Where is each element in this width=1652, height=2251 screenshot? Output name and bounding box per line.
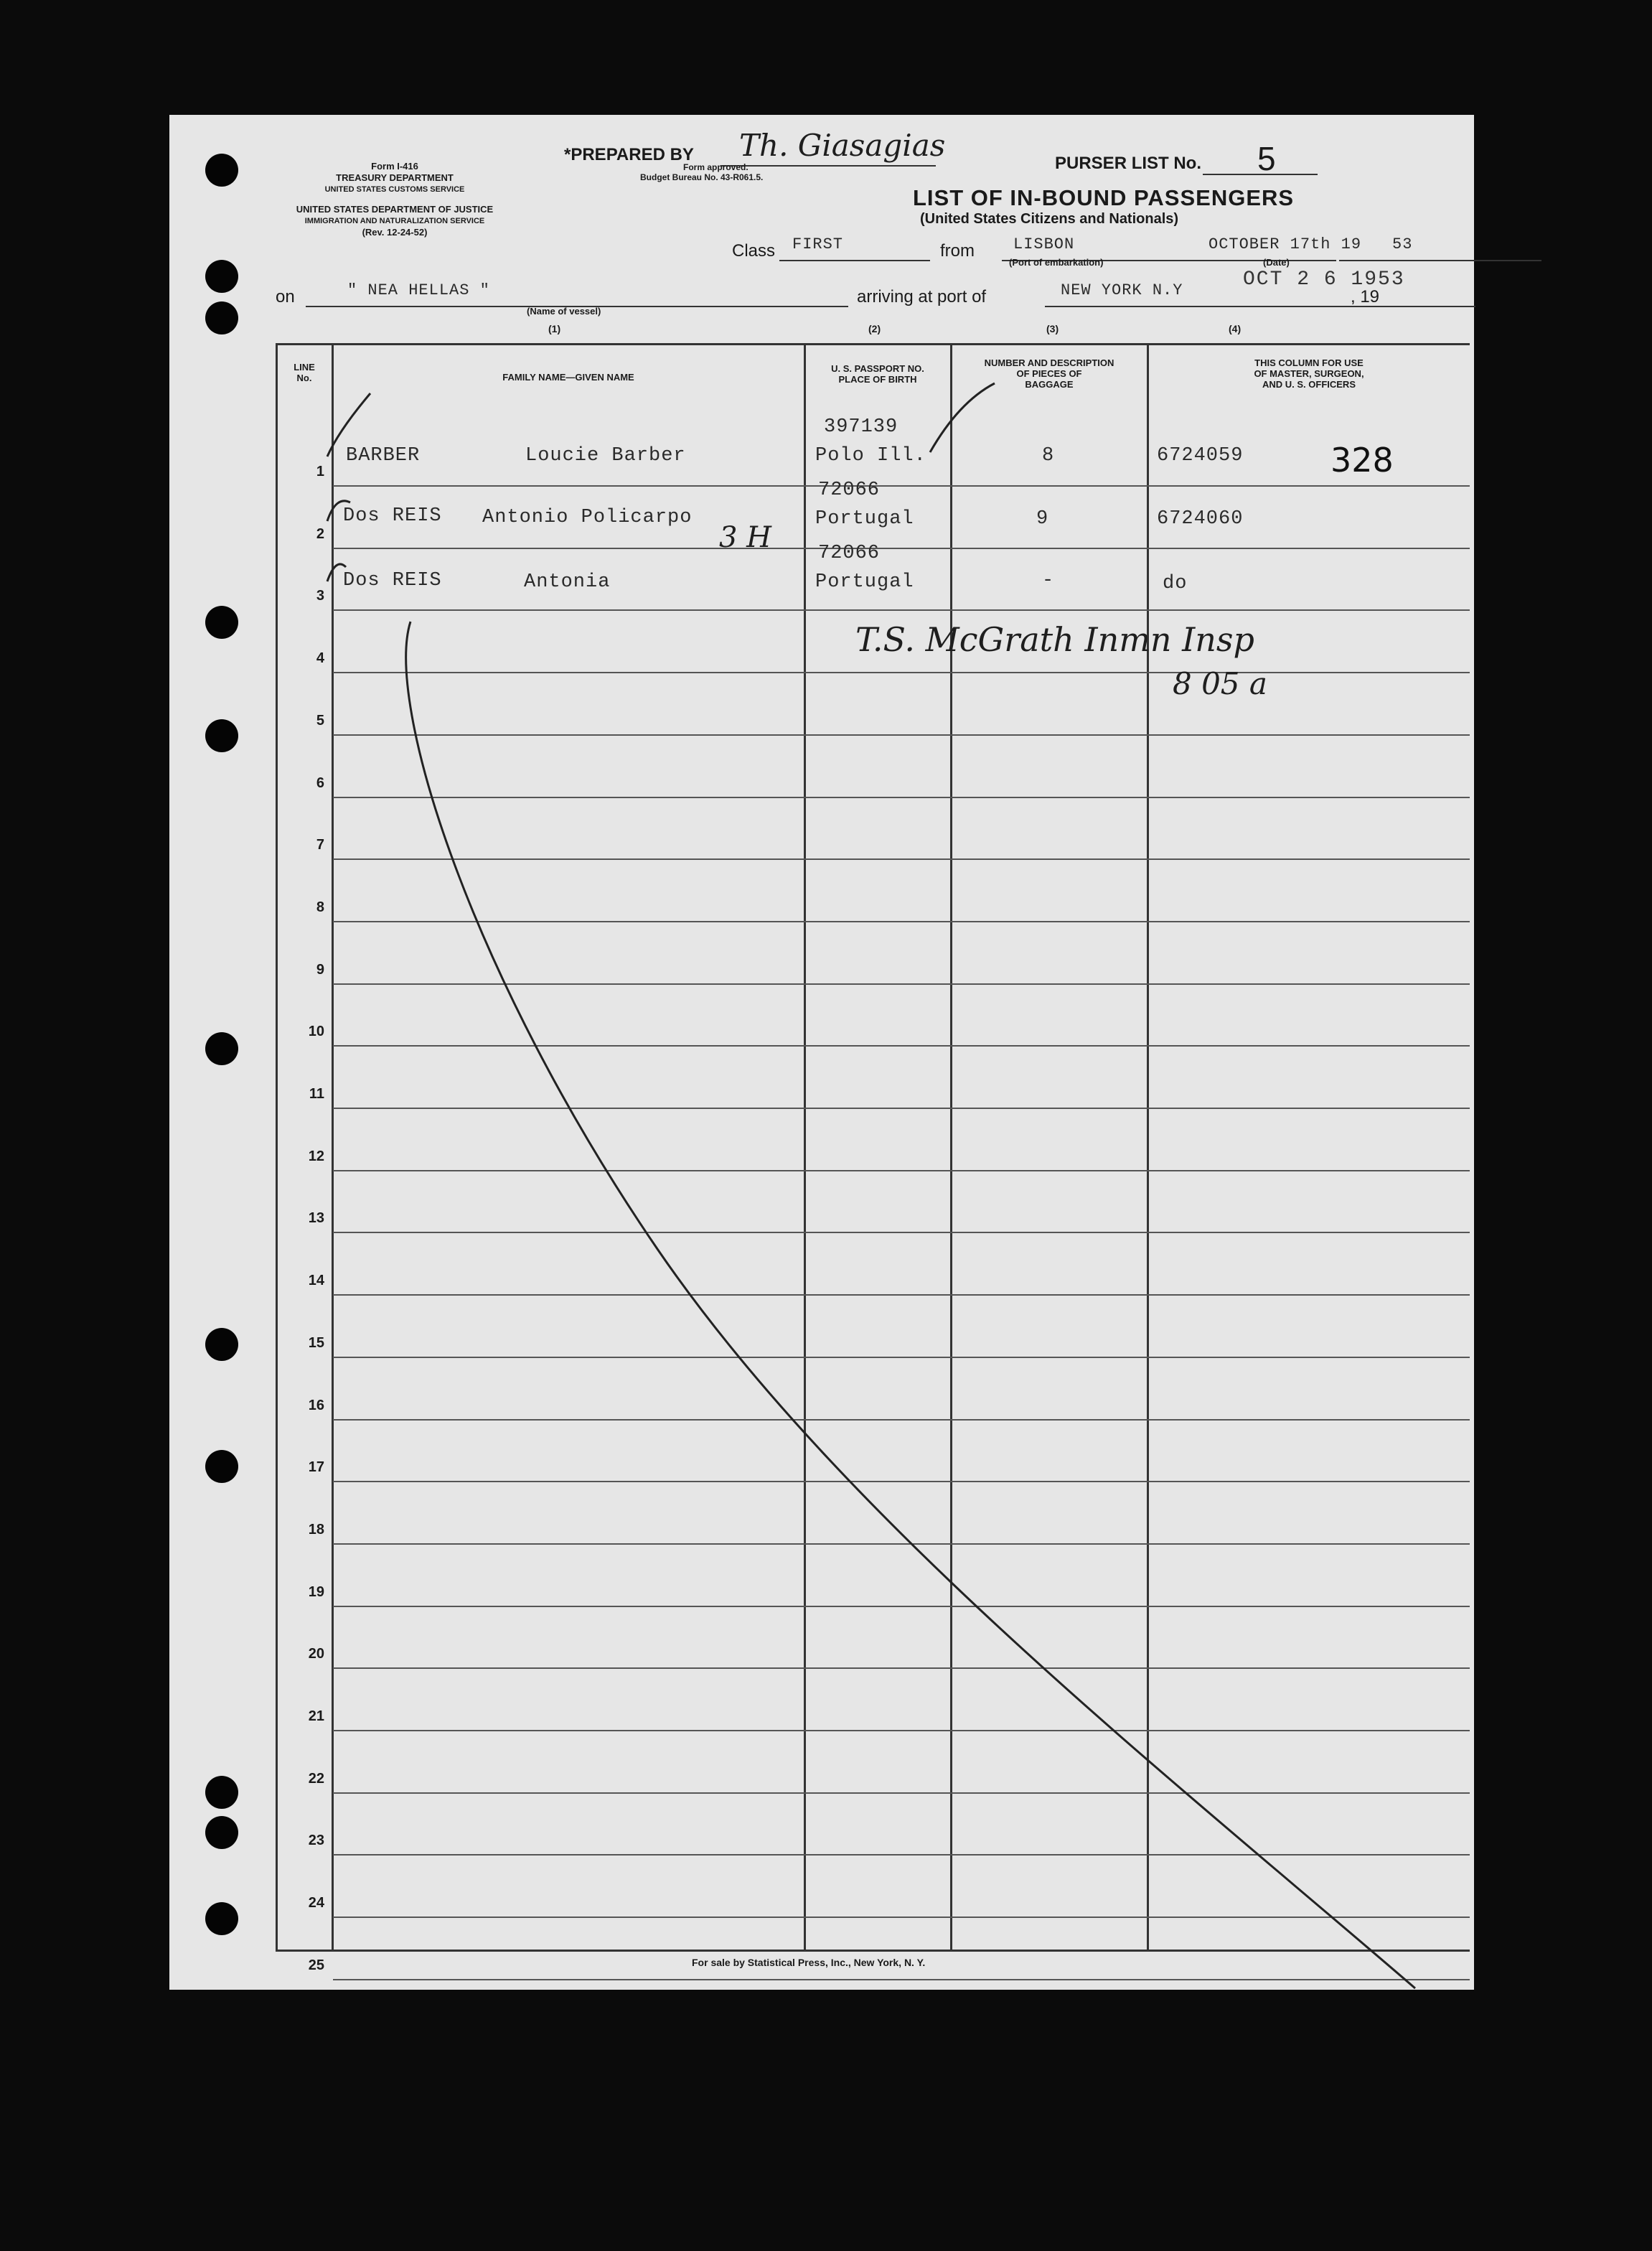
line-number: 7	[316, 837, 324, 853]
line-number: 1	[316, 464, 324, 479]
check-mark-2	[327, 501, 350, 521]
header-line-1: LINE	[294, 362, 315, 373]
caption-col-1: (1)	[548, 323, 561, 334]
row-2-passport: 72066	[818, 479, 881, 501]
header-officers-3: AND U. S. OFFICERS	[1262, 379, 1356, 390]
line-number: 14	[308, 1273, 324, 1288]
approval-line-1: Form approved.	[683, 162, 748, 172]
line-number: 5	[316, 713, 324, 729]
arrival-date-stamp: OCT 2 6 1953	[1243, 268, 1405, 291]
row-1-given: Loucie Barber	[525, 445, 686, 467]
check-mark-passport	[930, 383, 995, 452]
row-2-baggage: 9	[1036, 508, 1049, 530]
preparer-signature: Th. Giasagias	[739, 128, 946, 163]
header-passport-1: U. S. PASSPORT NO.	[831, 363, 924, 374]
row-2-family: Dos REIS	[343, 505, 442, 527]
header-line-2: No.	[296, 373, 312, 383]
header-baggage-1: NUMBER AND DESCRIPTION	[984, 357, 1114, 368]
binder-hole	[205, 1816, 238, 1849]
caption-col-4: (4)	[1229, 323, 1242, 334]
cancel-line	[406, 622, 1415, 1988]
date-value: OCTOBER 17th 19	[1209, 235, 1362, 253]
line-number: 9	[316, 962, 324, 978]
row-1-officer-use: 6724059	[1157, 445, 1244, 467]
header-passport-2: PLACE OF BIRTH	[838, 374, 917, 385]
vessel-caption: (Name of vessel)	[527, 306, 601, 317]
line-number: 8	[316, 899, 324, 915]
passenger-count: 328	[1330, 441, 1394, 479]
header-officers-2: OF MASTER, SURGEON,	[1254, 368, 1364, 379]
row-3-baggage: -	[1042, 570, 1055, 591]
caption-col-2: (2)	[868, 323, 881, 334]
row-2-given: Antonio Policarpo	[482, 507, 693, 528]
from-label: from	[940, 241, 975, 261]
purser-list-label: PURSER LIST No.	[1055, 154, 1202, 173]
line-number: 15	[308, 1335, 324, 1351]
pen-marks	[169, 115, 1474, 1990]
inspection-time: 8 05 a	[1173, 666, 1267, 701]
line-number: 17	[308, 1459, 324, 1475]
arriving-label: arriving at port of	[857, 287, 987, 306]
approval-line-2: Budget Bureau No. 43-R061.5.	[640, 172, 764, 182]
form-justice: UNITED STATES DEPARTMENT OF JUSTICE	[296, 204, 494, 215]
binder-hole	[205, 1032, 238, 1065]
binder-hole	[205, 260, 238, 293]
caption-col-3: (3)	[1046, 323, 1059, 334]
line-number: 12	[308, 1148, 324, 1164]
port-caption: (Port of embarkation)	[1009, 257, 1104, 268]
row-3-officer-use: do	[1163, 573, 1188, 594]
row-3-birthplace: Portugal	[815, 571, 914, 593]
form-ins: IMMIGRATION AND NATURALIZATION SERVICE	[304, 217, 485, 225]
line-number: 24	[308, 1895, 324, 1911]
row-2-birthplace: Portugal	[815, 508, 914, 530]
form-service: UNITED STATES CUSTOMS SERVICE	[324, 185, 465, 194]
line-number: 22	[308, 1771, 324, 1787]
line-number: 6	[316, 775, 324, 791]
row-3-given: Antonia	[524, 571, 611, 593]
date-caption: (Date)	[1263, 257, 1290, 268]
page-subtitle: (United States Citizens and Nationals)	[920, 211, 1179, 227]
line-number: 10	[308, 1024, 324, 1039]
binder-hole	[205, 719, 238, 752]
vessel-value: " NEA HELLAS "	[347, 281, 490, 299]
inspector-signature: T.S. McGrath Inmn Insp	[855, 620, 1254, 659]
port-value: LISBON	[1013, 235, 1075, 253]
page-title: LIST OF IN-BOUND PASSENGERS	[913, 185, 1295, 210]
row-3-passport: 72066	[818, 543, 881, 564]
date-year: 53	[1392, 235, 1413, 253]
binder-hole	[205, 1776, 238, 1809]
binder-hole	[205, 1450, 238, 1483]
line-number: 11	[309, 1086, 324, 1102]
row-1-family: BARBER	[346, 445, 421, 467]
line-number: 4	[316, 650, 324, 666]
form-dept: TREASURY DEPARTMENT	[336, 172, 454, 183]
line-number: 23	[308, 1833, 324, 1848]
header-name: FAMILY NAME—GIVEN NAME	[502, 372, 634, 383]
line-number: 16	[308, 1398, 324, 1413]
binder-hole	[205, 1902, 238, 1935]
binder-hole	[205, 154, 238, 187]
arrival-port: NEW YORK N.Y	[1061, 281, 1183, 299]
binder-hole	[205, 301, 238, 334]
line-number: 21	[308, 1708, 324, 1724]
footer-printer: For sale by Statistical Press, Inc., New York, N. Y.	[692, 1957, 926, 1968]
line-number: 13	[308, 1210, 324, 1226]
binder-hole	[205, 606, 238, 639]
check-mark-3	[327, 564, 346, 581]
header-officers-1: THIS COLUMN FOR USE	[1254, 357, 1364, 368]
binder-hole	[205, 1328, 238, 1361]
header-baggage-2: OF PIECES OF	[1016, 368, 1082, 379]
class-label: Class	[732, 241, 776, 261]
line-number: 3	[316, 588, 324, 604]
row-1-birthplace: Polo Ill.	[815, 445, 926, 467]
line-number: 25	[308, 1957, 324, 1973]
row-1-baggage: 8	[1042, 445, 1055, 467]
form-number: Form I-416	[371, 161, 418, 172]
form-rev: (Rev. 12-24-52)	[362, 227, 428, 238]
arrival-year-prefix: , 19	[1351, 287, 1380, 306]
line-number: 20	[308, 1646, 324, 1662]
prepared-by-label: *PREPARED BY	[564, 145, 694, 164]
row-1-passport: 397139	[824, 416, 898, 438]
check-mark-1	[327, 393, 370, 457]
on-label: on	[276, 287, 295, 306]
row-2-officer-use: 6724060	[1157, 508, 1244, 530]
line-number: 2	[316, 526, 324, 542]
header-baggage-3: BAGGAGE	[1025, 379, 1074, 390]
line-number: 18	[308, 1522, 324, 1538]
row-3-family: Dos REIS	[343, 570, 442, 591]
purser-number: 5	[1257, 140, 1276, 177]
line-number: 19	[308, 1584, 324, 1600]
class-value: FIRST	[792, 235, 844, 253]
handwritten-initials: 3 H	[719, 521, 772, 554]
manifest-page	[169, 115, 1474, 1990]
